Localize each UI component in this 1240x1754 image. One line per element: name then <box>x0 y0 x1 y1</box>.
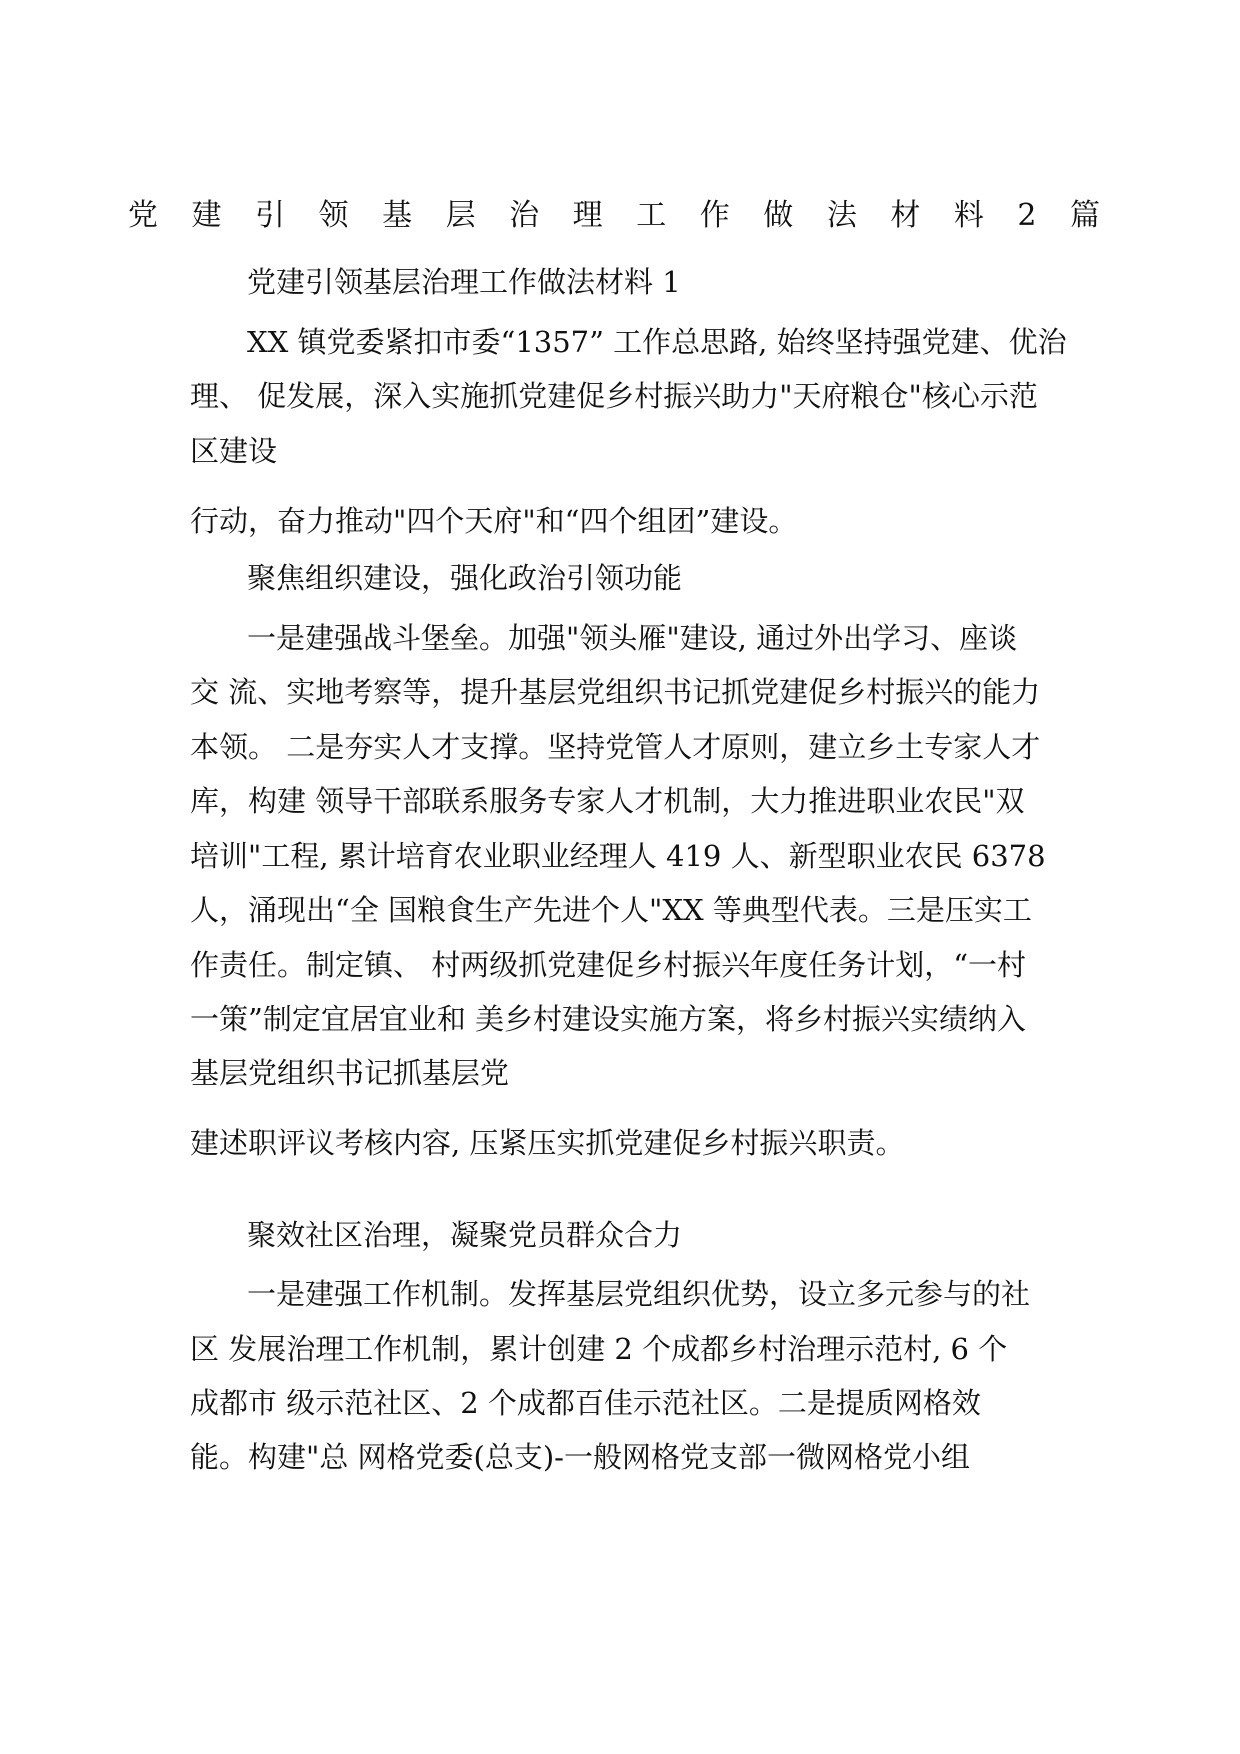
paragraph-line: 一是建强工作机制。发挥基层党组织优势，设立多元参与的社 <box>247 1277 1031 1311</box>
section-heading: 党建引领基层治理工作做法材料 1 <box>247 265 681 299</box>
paragraph-line: 行动，奋力推动"四个天府"和“四个组团”建设。 <box>190 504 798 538</box>
paragraph-line: 一策”制定宜居宜业和 美乡村建设实施方案，将乡村振兴实绩纳入 <box>190 1002 1027 1036</box>
paragraph-line: 区 发展治理工作机制，累计创建 2 个成都乡村治理示范村, 6 个 <box>190 1332 1008 1366</box>
paragraph-line: 理、 促发展，深入实施抓党建促乡村振兴助力"天府粮仓"核心示范 <box>190 379 1038 413</box>
paragraph-line: 基层党组织书记抓基层党 <box>190 1056 510 1090</box>
paragraph-line: 作责任。制定镇、 村两级抓党建促乡村振兴年度任务计划，“一村 <box>190 948 1027 982</box>
paragraph-line: 区建设 <box>190 434 278 468</box>
paragraph-line: 建述职评议考核内容, 压紧压实抓党建促乡村振兴职责。 <box>190 1126 905 1160</box>
paragraph-line: 本领。 二是夯实人才支撑。坚持党管人才原则，建立乡土专家人才 <box>190 730 1041 764</box>
sub-heading: 聚焦组织建设，强化政治引领功能 <box>247 561 683 595</box>
paragraph-line: 能。构建"总 网格党委(总支)-一般网格党支部一微网格党小组 <box>190 1440 970 1474</box>
paragraph-line: 培训"工程, 累计培育农业职业经理人 419 人、新型职业农民 6378 <box>190 839 1046 873</box>
paragraph-line: 一是建强战斗堡垒。加强"领头雁"建设, 通过外出学习、座谈 <box>247 621 1018 655</box>
paragraph-line: 交 流、实地考察等，提升基层党组织书记抓党建促乡村振兴的能力 <box>190 675 1041 709</box>
paragraph-line: XX 镇党委紧扣市委“1357” 工作总思路, 始终坚持强党建、优治 <box>247 325 1067 359</box>
paragraph-line: 人，涌现出“全 国粮食生产先进个人"XX 等典型代表。三是压实工 <box>190 893 1032 927</box>
paragraph-line: 成都市 级示范社区、2 个成都百佳示范社区。二是提质网格效 <box>190 1386 981 1420</box>
paragraph-line: 库，构建 领导干部联系服务专家人才机制，大力推进职业农民"双 <box>190 784 1025 818</box>
sub-heading: 聚效社区治理，凝聚党员群众合力 <box>247 1218 683 1252</box>
document-title: 党 建 引 领 基 层 治 理 工 作 做 法 材 料 2 篇 <box>127 198 1113 233</box>
